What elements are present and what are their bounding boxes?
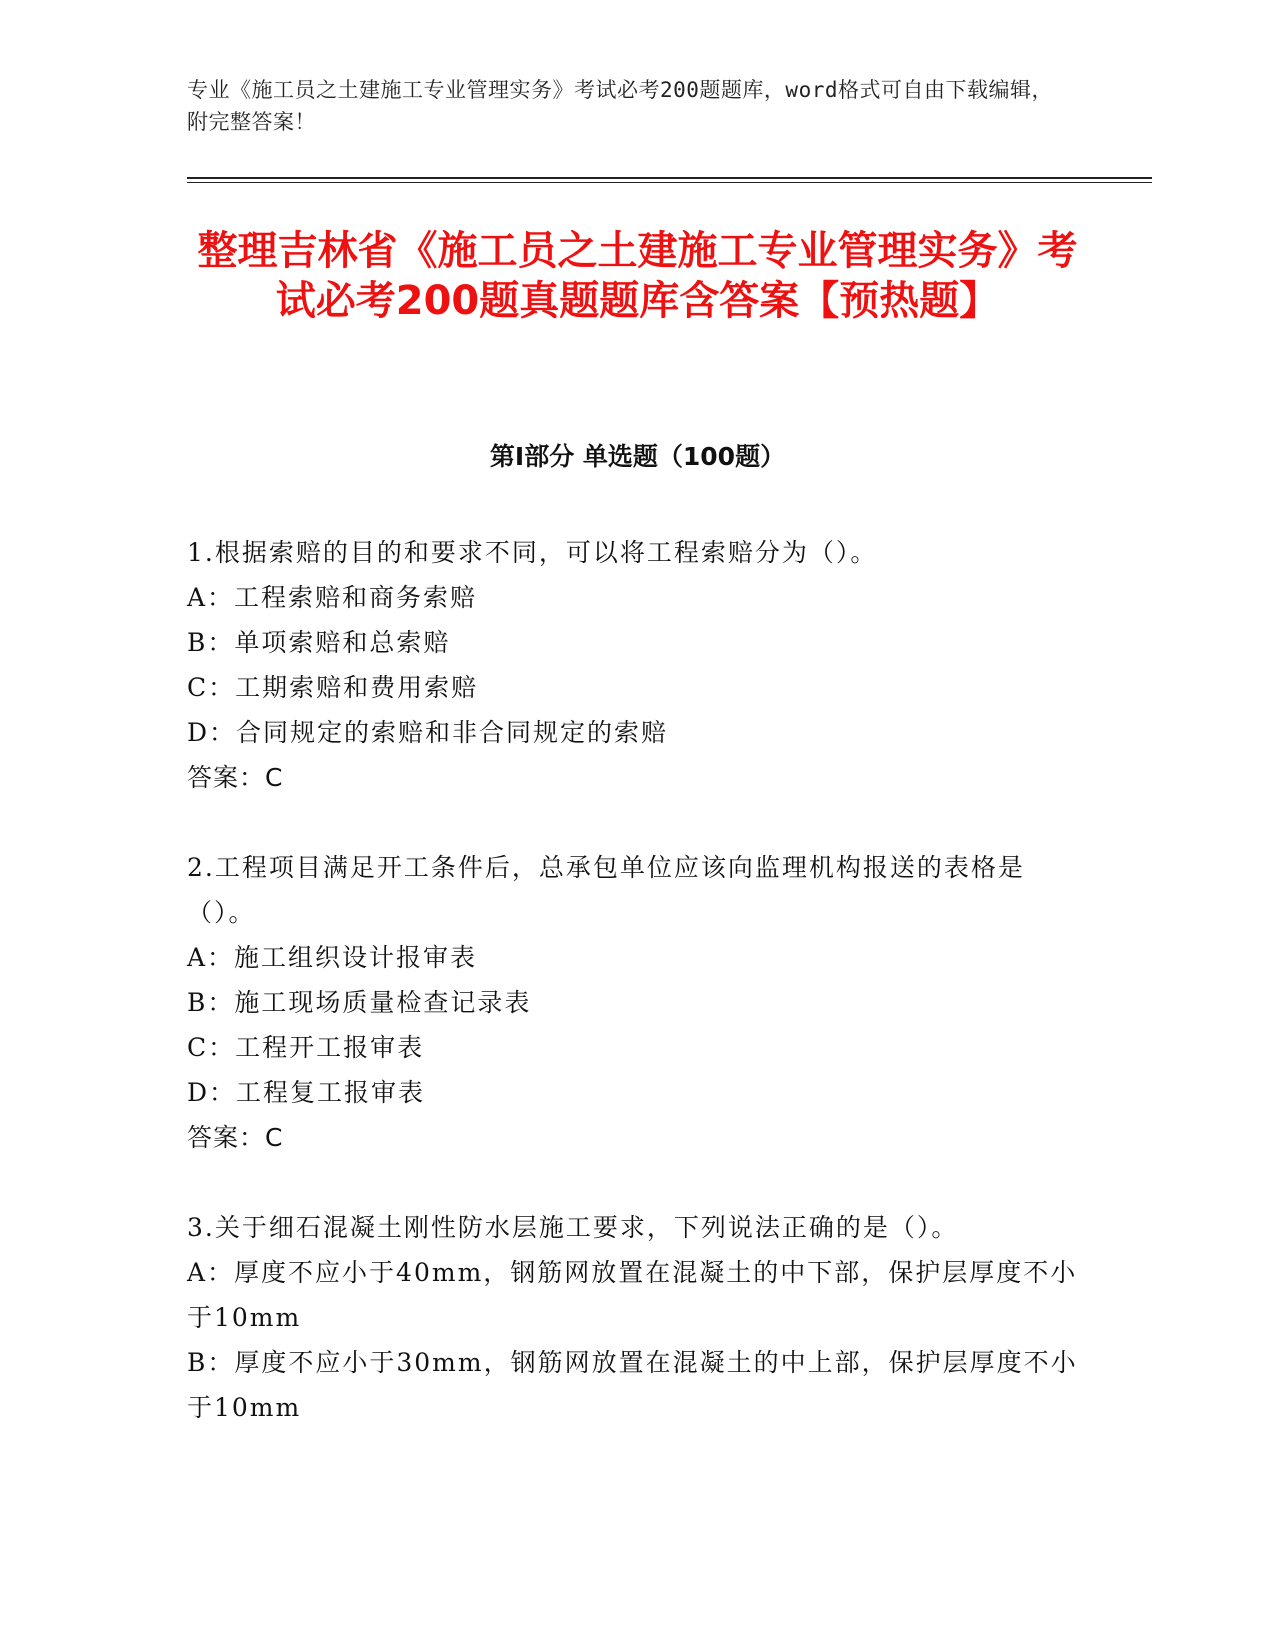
question-2-answer: 答案：C [187,1123,284,1152]
question-3-option-b: B：厚度不应小于30mm，钢筋网放置在混凝土的中上部，保护层厚度不小于10mm [187,1348,1078,1422]
question-3-stem: 3.关于细石混凝土刚性防水层施工要求，下列说法正确的是（）。 [187,1213,959,1242]
question-2-option-d: D：工程复工报审表 [187,1078,426,1107]
question-1-option-b: B：单项索赔和总索赔 [187,628,451,657]
section-title: 第I部分 单选题（100题） [489,442,786,471]
question-2-stem: 2.工程项目满足开工条件后，总承包单位应该向监理机构报送的表格是（）。 [187,853,1025,927]
header-rule-thin [187,182,1152,183]
question-2-option-a: A：施工组织设计报审表 [187,943,478,972]
document-title: 整理吉林省《施工员之土建施工专业管理实务》考试必考200题真题题库含答案【预热题】 [197,228,1078,324]
header-rule-thick [187,177,1152,179]
question-3-option-a: A：厚度不应小于40mm，钢筋网放置在混凝土的中下部，保护层厚度不小于10mm [187,1258,1078,1332]
question-1-option-c: C：工期索赔和费用索赔 [187,673,479,702]
question-list [187,530,1087,1475]
question-3 [187,1205,1087,1430]
header-note: 专业《施工员之土建施工专业管理实务》考试必考200题题库，word格式可自由下载编辑，附完整答案！ [187,78,1053,134]
question-1-option-a: A：工程索赔和商务索赔 [187,583,478,612]
question-1-stem: 1.根据索赔的目的和要求不同，可以将工程索赔分为（）。 [187,538,878,567]
question-2 [187,845,1087,1160]
question-2-option-c: C：工程开工报审表 [187,1033,425,1062]
question-1-answer: 答案：C [187,763,284,792]
question-2-option-b: B：施工现场质量检查记录表 [187,988,532,1017]
question-1-option-d: D：合同规定的索赔和非合同规定的索赔 [187,718,669,747]
question-1 [187,530,1087,800]
